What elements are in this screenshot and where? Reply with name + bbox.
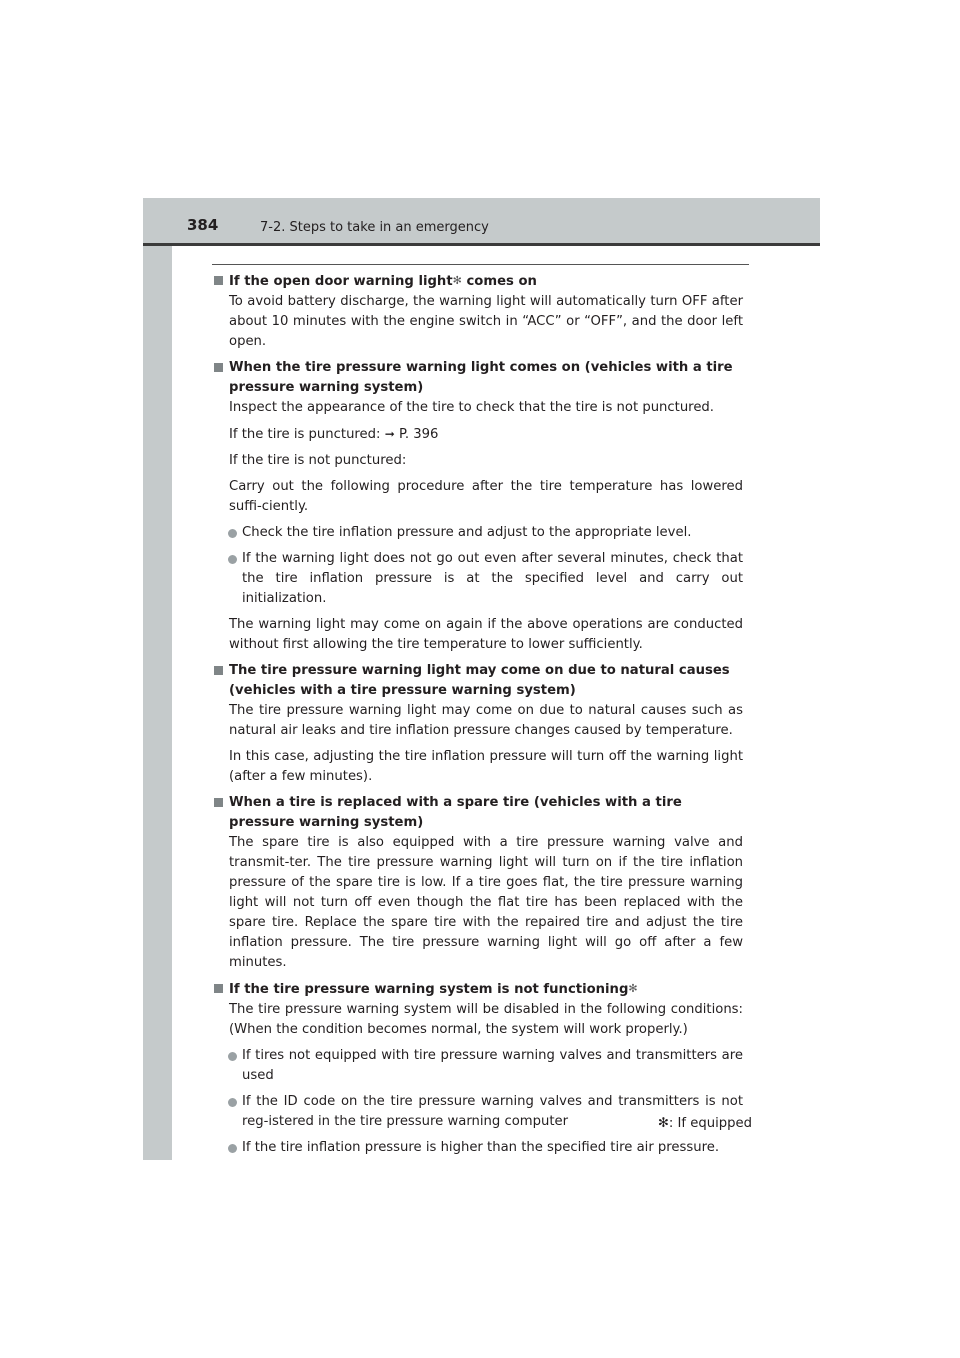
page-content bbox=[214, 271, 743, 1164]
paragraph: The spare tire is also equipped with a tire pressure warning valve and transmit-ter. The tire pressure warning light will turn on if the tire inflation pressure of the spare tire is low. If a tire goes flat, the tire pressure warning light will not turn off even though the flat tire has been replaced with the spare tire. Replace the spare tire with the repaired tire and adjust the tire inflation pressure. The tire pressure warning light will go off after a few minutes. bbox=[229, 835, 743, 970]
top-rule bbox=[212, 264, 749, 265]
square-bullet-icon bbox=[214, 798, 223, 807]
paragraph: If the tire is not punctured: bbox=[229, 453, 407, 468]
paragraph: Inspect the appearance of the tire to check that the tire is not punctured. bbox=[229, 400, 714, 415]
asterisk-icon: ✻ bbox=[628, 982, 638, 995]
page-reference-link[interactable]: P. 396 bbox=[398, 427, 439, 442]
heading-open-door: If the open door warning light✻ comes on bbox=[214, 271, 743, 292]
circle-bullet-icon bbox=[228, 555, 237, 564]
heading-spare-tire: When a tire is replaced with a spare tire (vehicles with a tire pressure warning system) bbox=[214, 793, 743, 833]
paragraph: In this case, adjusting the tire inflation pressure will turn off the warning light (after a few minutes). bbox=[229, 749, 743, 784]
list-item: If tires not equipped with tire pressure warning valves and transmitters are used bbox=[214, 1046, 743, 1086]
section-title: 7-2. Steps to take in an emergency bbox=[260, 220, 489, 235]
heading-tire-light: When the tire pressure warning light comes on (vehicles with a tire pressure warning system) bbox=[214, 358, 743, 398]
asterisk-icon: ✻ bbox=[657, 1116, 669, 1131]
paragraph: Carry out the following procedure after the tire temperature has lowered suffi-ciently. bbox=[229, 479, 743, 514]
list-item: If the tire inflation pressure is higher than the specified tire air pressure. bbox=[214, 1138, 743, 1158]
square-bullet-icon bbox=[214, 984, 223, 993]
circle-bullet-icon bbox=[228, 1052, 237, 1061]
heading-not-functioning: If the tire pressure warning system is not functioning✻ bbox=[214, 979, 743, 1000]
square-bullet-icon bbox=[214, 363, 223, 372]
heading-natural-causes: The tire pressure warning light may come on due to natural causes (vehicles with a tire pressure warning system) bbox=[214, 661, 743, 701]
list-item: Check the tire inflation pressure and adjust to the appropriate level. bbox=[214, 523, 743, 543]
footnote: ✻: If equipped bbox=[657, 1116, 752, 1131]
paragraph: The tire pressure warning light may come on due to natural causes such as natural air leaks and tire inflation pressure changes caused by temperature. bbox=[229, 703, 743, 738]
square-bullet-icon bbox=[214, 276, 223, 285]
paragraph: The tire pressure warning system will be disabled in the following conditions: (When the condition becomes normal, the system will work properly.) bbox=[229, 1002, 743, 1037]
side-band bbox=[143, 198, 172, 1160]
circle-bullet-icon bbox=[228, 1098, 237, 1107]
header-rule bbox=[143, 243, 820, 246]
paragraph-reference: If the tire is punctured: ➞ P. 396 bbox=[229, 427, 439, 442]
arrow-right-icon: ➞ bbox=[384, 427, 395, 441]
paragraph: To avoid battery discharge, the warning light will automatically turn OFF after about 10 minutes with the engine switch in “ACC” or “OFF”, and the door left open. bbox=[229, 294, 743, 349]
square-bullet-icon bbox=[214, 666, 223, 675]
asterisk-icon: ✻ bbox=[452, 274, 462, 287]
circle-bullet-icon bbox=[228, 529, 237, 538]
paragraph: The warning light may come on again if the above operations are conducted without first allowing the tire temperature to lower sufficiently. bbox=[229, 617, 743, 652]
list-item: If the warning light does not go out even after several minutes, check that the tire inflation pressure is at the specified level and carry out initialization. bbox=[214, 549, 743, 609]
list-item: If the ID code on the tire pressure warning valves and transmitters is not reg-istered in the tire pressure warning computer bbox=[214, 1092, 743, 1132]
circle-bullet-icon bbox=[228, 1144, 237, 1153]
page-number: 384 bbox=[187, 216, 219, 234]
